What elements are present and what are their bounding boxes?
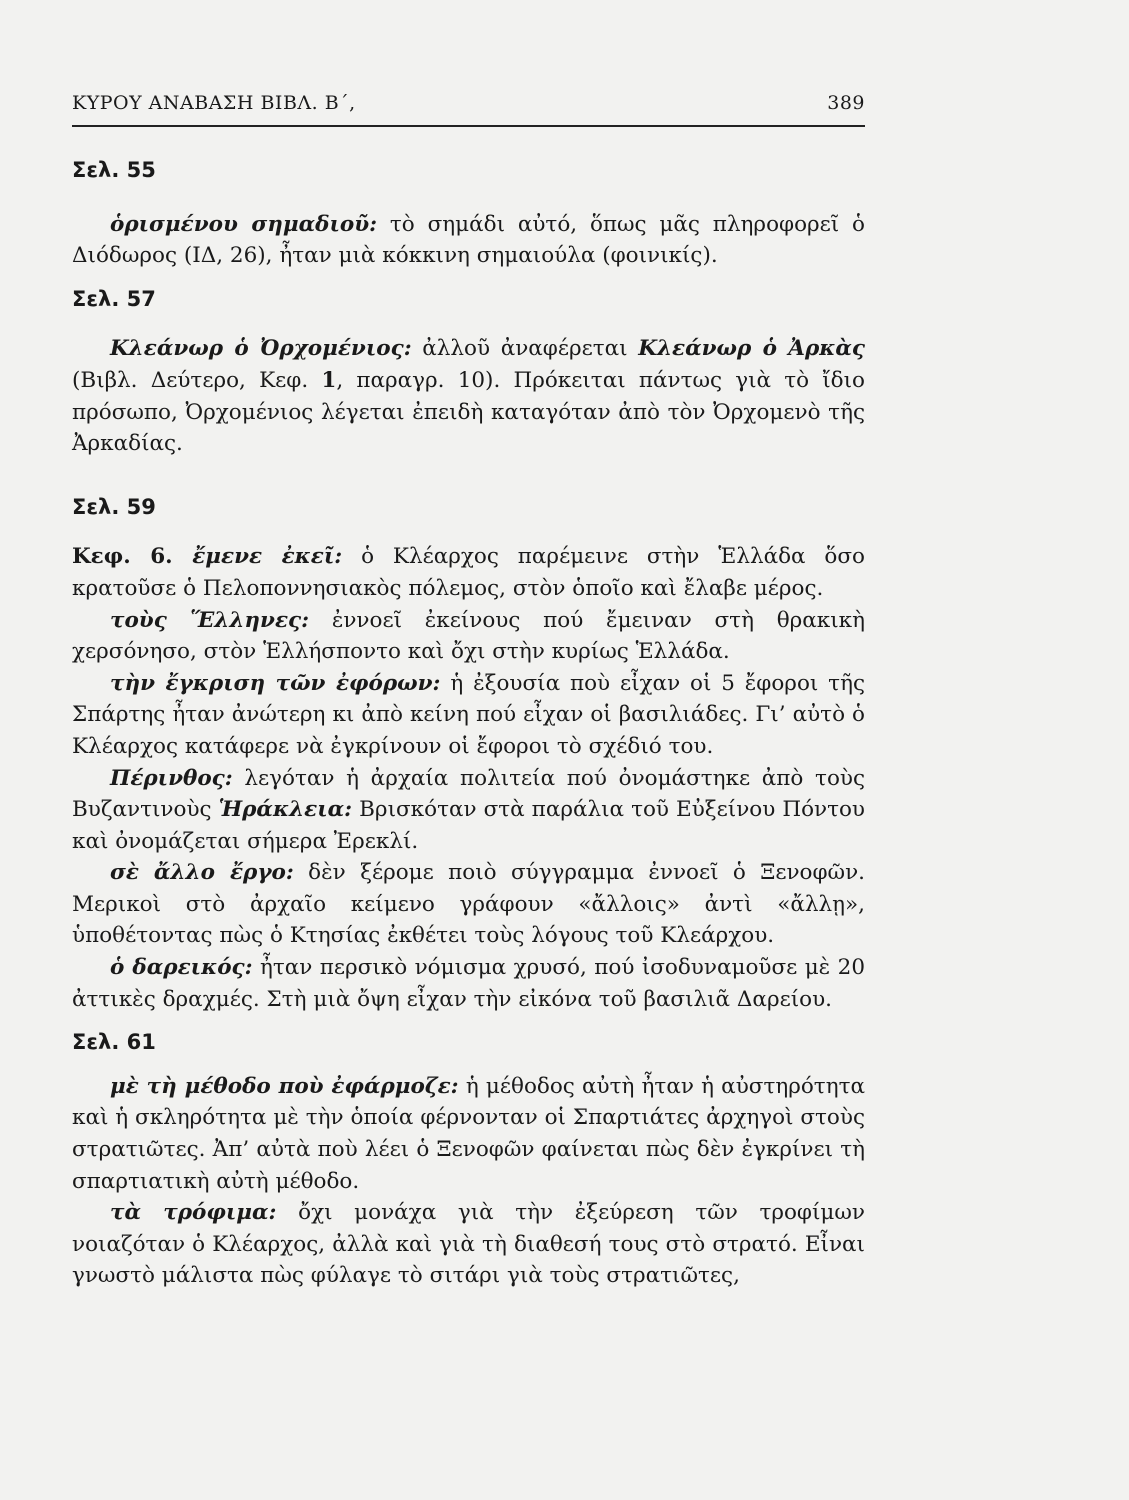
note-text: , παραγρ. 10). Πρόκειται πάντως γιὰ τὸ ἴδιο πρόσωπο, Ὀρχομένιος λέγεται ἐπειδὴ καταγόταν ἀπὸ τὸν Ὀρχομενὸ τῆς Ἀρκαδίας.: [72, 367, 865, 457]
note-term-secondary: Κλεάνωρ ὁ Ἀρκὰς: [638, 336, 865, 362]
note-paragraph: [72, 668, 865, 763]
section-heading-61: Σελ. 61: [72, 1030, 156, 1055]
header-rule: [72, 125, 865, 127]
note-term: ἔμενε ἐκεῖ:: [172, 544, 343, 570]
note-paragraph: [72, 541, 865, 604]
page-number: 389: [827, 92, 865, 114]
note-text: τὸ σημάδι αὐτό, ὅπως μᾶς πληροφορεῖ ὁ Διόδωρος (ΙΔ, 26), ἦταν μιὰ κόκκινη σημαιούλα (φοινικίς).: [72, 211, 865, 269]
note-term: τὰ τρόφιμα:: [110, 1200, 277, 1226]
note-text: δὲν ξέρομε ποιὸ σύγγραμμα ἐννοεῖ ὁ Ξενοφῶν. Μερικοὶ στὸ ἀρχαῖο κείμενο γράφουν «ἄλλοις» ἀντὶ «ἄλλῃ», ὑποθέτοντας πὼς ὁ Κτησίας ἐκθέτει τοὺς λόγους τοῦ Κλεάρχου.: [72, 860, 865, 949]
note-term: μὲ τὴ μέθοδο ποὺ ἐφάρμοζε:: [110, 1073, 459, 1099]
section-heading-59: Σελ. 59: [72, 494, 156, 519]
note-term: Κλεάνωρ ὁ Ὀρχομένιος:: [110, 336, 412, 362]
note-term: Πέρινθος:: [110, 765, 233, 791]
note-text: ἐννοεῖ ἐκείνους πού ἔμειναν στὴ θρακικὴ χερσόνησο, στὸν Ἑλλήσποντο καὶ ὄχι στὴν κυρίως Ἑλλάδα.: [72, 607, 865, 665]
note-paragraph: [72, 605, 865, 668]
chapter-label: Κεφ. 6.: [72, 544, 173, 570]
note-term: σὲ ἄλλο ἔργο:: [110, 860, 294, 886]
note-paragraph: [72, 763, 865, 858]
note-text: (Βιβλ. Δεύτερο, Κεφ.: [72, 367, 322, 393]
note-term: τὴν ἔγκριση τῶν ἐφόρων:: [110, 670, 441, 696]
note-text: ὄχι μονάχα γιὰ τὴν ἐξεύρεση τῶν τροφίμων νοιαζόταν ὁ Κλέαρχος, ἀλλὰ καὶ γιὰ τὴ διαθεσή τους στὸ στρατό. Εἶναι γνωστὸ μάλιστα πὼς φύλαγε τὸ σιτάρι γιὰ τοὺς στρατιῶτες,: [72, 1200, 865, 1289]
section-heading-55: Σελ. 55: [72, 158, 156, 182]
page-body: [72, 155, 865, 1292]
header-title: ΚΥΡΟΥ ΑΝΑΒΑΣΗ ΒΙΒΛ. Β΄,: [72, 92, 356, 114]
note-paragraph: [72, 857, 865, 952]
note-paragraph: [72, 209, 865, 272]
note-text: ἀλλοῦ ἀναφέρεται: [411, 336, 639, 362]
note-paragraph: [72, 952, 865, 1015]
note-paragraph: [72, 1197, 865, 1292]
note-text: ἦταν περσικὸ νόμισμα χρυσό, πού ἰσοδυναμοῦσε μὲ 20 ἀττικὲς δραχμές. Στὴ μιὰ ὄψη εἶχαν τὴν εἰκόνα τοῦ βασιλιᾶ Δαρείου.: [72, 955, 865, 1012]
note-paragraph: [72, 1071, 865, 1197]
note-text: ἡ ἐξουσία ποὺ εἶχαν οἱ 5 ἔφοροι τῆς Σπάρτης ἦταν ἀνώτερη κι ἀπὸ κείνη πού εἶχαν οἱ βασιλιάδες. Γι’ αὐτὸ ὁ Κλέαρχος κατάφερε νὰ ἐγκρίνουν οἱ ἔφοροι τὸ σχέδιό του.: [72, 670, 865, 759]
running-header: [72, 92, 865, 114]
note-term-secondary: Ἡράκλεια:: [218, 797, 353, 823]
note-text: ὁ Κλέαρχος παρέμεινε στὴν Ἑλλάδα ὅσο κρατοῦσε ὁ Πελοποννησιακὸς πόλεμος, στὸν ὁποῖο καὶ ἔλαβε μέρος.: [72, 544, 865, 601]
note-text: λεγόταν ἡ ἀρχαία πολιτεία πού ὀνομάστηκε ἀπὸ τοὺς Βυζαντινοὺς: [72, 765, 865, 823]
chapter-number: 1: [321, 367, 337, 393]
note-term: ὁρισμένου σημαδιοῦ:: [110, 211, 378, 237]
note-term: ὁ δαρεικός:: [110, 955, 253, 981]
section-heading-57: Σελ. 57: [72, 286, 156, 311]
note-paragraph: [72, 333, 865, 459]
note-term: τοὺς Ἕλληνες:: [110, 607, 310, 633]
note-text: ἡ μέθοδος αὐτὴ ἦταν ἡ αὐστηρότητα καὶ ἡ σκληρότητα μὲ τὴν ὁποία φέρνονταν οἱ Σπαρτιάτες ἀρχηγοὶ στοὺς στρατιῶτες. Ἀπ’ αὐτὰ ποὺ λέει ὁ Ξενοφῶν φαίνεται πὼς δὲν ἐγκρίνει τὴ σπαρτιατικὴ αὐτὴ μέθοδο.: [72, 1073, 865, 1194]
note-text: Βρισκόταν στὰ παράλια τοῦ Εὐξείνου Πόντου καὶ ὀνομάζεται σήμερα Ἐρεκλί.: [72, 797, 865, 854]
